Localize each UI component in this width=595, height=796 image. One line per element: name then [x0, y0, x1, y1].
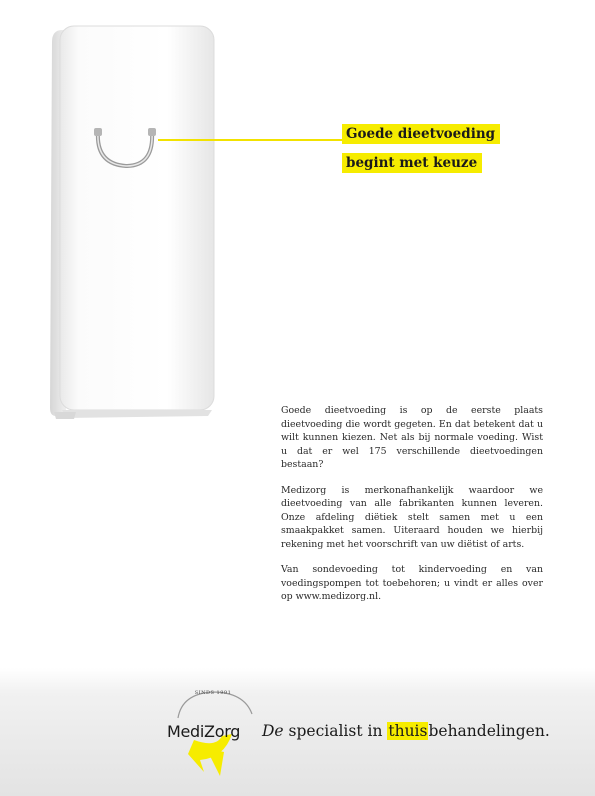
body-paragraph: Goede dieetvoeding is op de eerste plaats dieetvoeding die wordt gegeten. En dat betekent dat u wilt kunnen kiezen. Net als bij normale voeding. Wist u dat er wel 175 verschillende dieetvoedingen bestaan?	[281, 405, 543, 470]
tagline-em: De	[262, 722, 284, 740]
body-paragraph: Van sondevoeding tot kindervoeding en van voedingspompen tot toebehoren; u vindt er alles over op www.medizorg.nl.	[281, 564, 543, 602]
headline-line-1: Goede dieetvoeding	[342, 124, 500, 144]
tagline-highlight: thuis	[388, 722, 428, 740]
headline	[342, 124, 500, 173]
tagline-post: behandelingen.	[428, 722, 550, 740]
body-copy	[281, 404, 543, 616]
fridge-illustration	[48, 24, 216, 419]
body-paragraph: Medizorg is merkonafhankelijk waardoor we dieetvoeding van alle fabrikanten kunnen leveren. Onze afdeling diëtiek stelt samen met u een smaakpakket samen. Uiteraard houden we hierbij rekening met het voorschrift van uw diëtist of arts.	[281, 484, 543, 550]
callout-line	[158, 139, 344, 141]
logo-since-text: SINDS 1991	[194, 690, 232, 696]
tagline-pre: specialist in	[283, 722, 388, 740]
logo-wordmark: MediZorg	[167, 722, 241, 741]
tagline	[262, 722, 550, 740]
headline-line-2: begint met keuze	[342, 153, 482, 173]
